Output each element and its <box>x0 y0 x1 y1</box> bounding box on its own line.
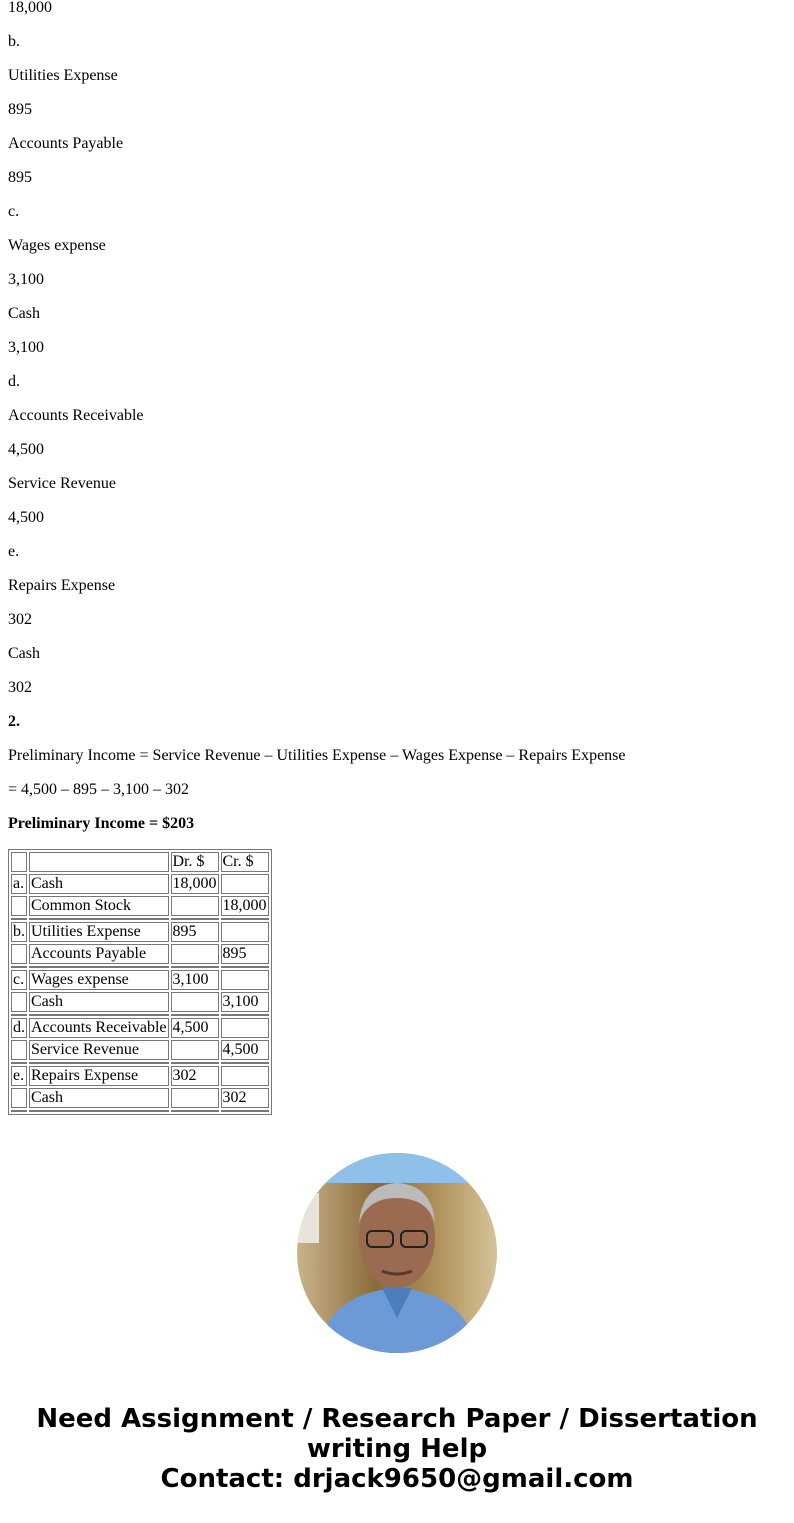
table-cell: c. <box>11 970 27 990</box>
table-cell: 895 <box>171 922 219 942</box>
table-cell: e. <box>11 1066 27 1086</box>
journal-table <box>8 849 272 1115</box>
table-cell <box>11 1062 27 1064</box>
entry-line: 895 <box>8 169 32 186</box>
sep <box>11 1014 269 1016</box>
table-cell <box>11 896 27 916</box>
table-cell <box>171 966 219 968</box>
table-cell <box>171 896 219 916</box>
table-cell: 4,500 <box>221 1040 269 1060</box>
table-cell: 895 <box>221 944 269 964</box>
entry-line: 3,100 <box>8 271 44 288</box>
sep <box>11 918 269 920</box>
cta-headline: Need Assignment / Research Paper / Dissertation writing Help <box>36 1404 758 1464</box>
table-cell <box>221 922 269 942</box>
table-cell <box>171 992 219 1012</box>
table-row <box>11 922 269 942</box>
entry-line: d. <box>8 373 20 390</box>
table-cell <box>29 918 169 920</box>
table-row <box>11 1066 269 1086</box>
table-cell <box>11 1014 27 1016</box>
entry-line: e. <box>8 543 20 560</box>
table-cell: 3,100 <box>221 992 269 1012</box>
entry-line: Service Revenue <box>8 475 116 492</box>
table-cell <box>171 918 219 920</box>
table-cell <box>11 918 27 920</box>
table-row <box>11 896 269 916</box>
entry-line: 18,000 <box>8 0 52 16</box>
table-row <box>11 1018 269 1038</box>
table-cell <box>171 944 219 964</box>
sep <box>11 966 269 968</box>
table-cell: Common Stock <box>29 896 169 916</box>
table-cell: Service Revenue <box>29 1040 169 1060</box>
table-row <box>11 1040 269 1060</box>
table-cell: 18,000 <box>172 875 217 892</box>
entry-line: 895 <box>8 101 32 118</box>
table-cell <box>171 1062 219 1064</box>
table-cell <box>29 1110 169 1112</box>
table-cell <box>11 1088 27 1108</box>
table-cell <box>221 1110 269 1112</box>
table-cell: Wages expense <box>29 970 169 990</box>
table-row <box>11 944 269 964</box>
table-cell: Utilities Expense <box>29 922 169 942</box>
table-row <box>11 874 269 894</box>
table-cell: Cash <box>29 992 169 1012</box>
income-formula: Preliminary Income = Service Revenue – Utilities Expense – Wages Expense – Repairs Expense <box>8 747 626 764</box>
table-cell: Cash <box>29 874 169 894</box>
table-cell: 302 <box>171 1066 219 1086</box>
table-cell <box>221 1014 269 1016</box>
table-cell <box>29 852 169 872</box>
cta-contact: Contact: drjack9650@gmail.com <box>160 1464 634 1494</box>
entry-line: Cash <box>8 645 40 662</box>
sep <box>11 1062 269 1064</box>
part2-heading: 2. <box>8 713 20 730</box>
table-cell: b. <box>13 923 25 940</box>
table-cell: Cr. $ <box>221 852 269 872</box>
entry-line: Repairs Expense <box>8 577 116 594</box>
income-calculation: = 4,500 – 895 – 3,100 – 302 <box>8 781 190 798</box>
entry-line: 302 <box>8 611 32 628</box>
table-cell <box>221 1018 269 1038</box>
table-cell <box>11 944 27 964</box>
table-cell <box>171 1088 219 1108</box>
table-cell <box>171 1040 219 1060</box>
table-row <box>11 970 269 990</box>
table-header-row <box>11 852 269 872</box>
table-cell <box>29 1014 169 1016</box>
table-cell: 302 <box>221 1088 269 1108</box>
entry-line: c. <box>8 203 20 220</box>
table-cell: a. <box>11 874 27 894</box>
table-cell <box>11 1040 27 1060</box>
table-row <box>11 1088 269 1108</box>
entry-line: 4,500 <box>8 509 44 526</box>
document-body <box>8 0 626 1115</box>
table-cell: 4,500 <box>171 1018 219 1038</box>
income-result: Preliminary Income = $203 <box>8 815 195 832</box>
entry-line: Utilities Expense <box>8 67 118 84</box>
table-cell: 18,000 <box>222 897 267 914</box>
table-cell <box>11 966 27 968</box>
entry-line: 302 <box>8 679 32 696</box>
contact-banner <box>0 1404 794 1494</box>
table-cell <box>221 966 269 968</box>
entry-line: Wages expense <box>8 237 106 254</box>
table-cell <box>221 1062 269 1064</box>
entry-line: Accounts Receivable <box>8 407 144 424</box>
table-cell <box>171 1110 219 1112</box>
table-cell <box>29 1062 169 1064</box>
entry-line: Cash <box>8 305 40 322</box>
entry-line: b. <box>8 33 20 50</box>
table-cell: Cash <box>29 1088 169 1108</box>
table-cell: Accounts Payable <box>29 944 169 964</box>
table-cell <box>221 918 269 920</box>
table-cell <box>11 852 27 872</box>
table-cell <box>221 1066 269 1086</box>
entry-line: 4,500 <box>8 441 44 458</box>
table-cell <box>221 874 269 894</box>
entry-line: 3,100 <box>8 339 44 356</box>
entry-line: Accounts Payable <box>8 135 124 152</box>
table-cell <box>11 1110 27 1112</box>
table-cell <box>221 970 269 990</box>
table-cell: d. <box>13 1019 25 1036</box>
table-cell: 3,100 <box>171 970 219 990</box>
author-photo <box>297 1153 497 1353</box>
sep <box>11 1110 269 1112</box>
table-cell <box>171 1014 219 1016</box>
table-cell: Accounts Receivable <box>31 1019 167 1036</box>
table-cell <box>11 992 27 1012</box>
table-cell: Repairs Expense <box>29 1066 169 1086</box>
table-cell <box>29 966 169 968</box>
table-cell: Dr. $ <box>171 852 219 872</box>
table-row <box>11 992 269 1012</box>
